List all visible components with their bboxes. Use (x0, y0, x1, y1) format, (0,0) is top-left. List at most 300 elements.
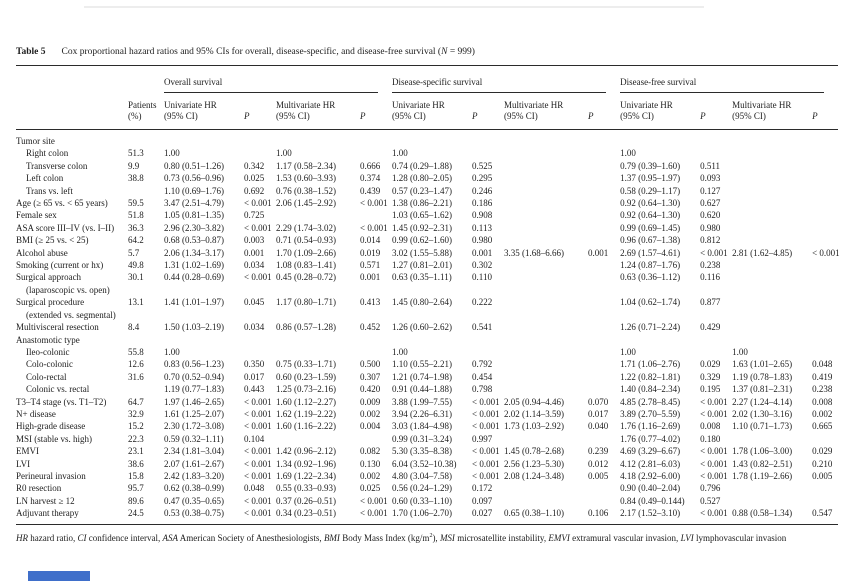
group-disease-specific-survival: Disease-specific survival (392, 66, 620, 94)
p-value-cell: 0.239 (588, 446, 609, 457)
row-label: Transverse colon (26, 160, 88, 171)
hr-ci-cell: 0.83 (0.56–1.23) (164, 359, 224, 370)
p-value-cell: < 0.001 (360, 198, 388, 209)
patients-cell: 12.6 (128, 359, 144, 370)
table-row (16, 321, 838, 333)
p-value-cell: 0.113 (472, 222, 492, 233)
p-value-cell: 0.454 (472, 371, 493, 382)
p-value-cell: 0.001 (472, 247, 493, 258)
hr-ci-cell: 1.45 (0.92–2.31) (392, 222, 453, 233)
section-label: Anastomotic type (16, 334, 80, 345)
row-sublabel: (laparoscopic vs. open) (26, 284, 110, 295)
p-value-cell (812, 296, 838, 321)
hr-ci-cell: 4.85 (2.78–8.45) (620, 396, 681, 407)
patients-cell: 38.8 (128, 173, 144, 184)
hr-ci-cell: 1.41 (1.01–1.97) (164, 297, 224, 308)
hr-ci-cell (732, 185, 812, 197)
hr-ci-cell: 0.99 (0.62–1.60) (392, 235, 453, 246)
hr-ci-cell: 1.63 (1.01–2.65) (732, 359, 793, 370)
table-row (16, 209, 838, 221)
hr-ci-cell: 0.92 (0.64–1.30) (620, 198, 681, 209)
hr-ci-cell: 4.80 (3.04–7.58) (392, 470, 453, 481)
hr-ci-cell: 0.74 (0.29–1.88) (392, 160, 453, 171)
p-value-cell: 0.025 (360, 483, 381, 494)
hr-ci-cell: 1.00 (164, 148, 180, 159)
hr-ci-cell: 1.78 (1.19–2.66) (732, 470, 793, 481)
patients-cell (128, 383, 164, 395)
hr-ci-cell (504, 209, 588, 221)
row-label: Colo-colonic (26, 359, 73, 370)
hr-ci-cell (732, 334, 812, 346)
p-value-cell: 0.008 (812, 396, 833, 407)
hr-ci-cell (620, 334, 700, 346)
p-value-cell: < 0.001 (700, 470, 728, 481)
hr-ci-cell: 3.35 (1.68–6.66) (504, 247, 565, 258)
hr-ci-cell: 1.00 (620, 346, 636, 357)
p-value-cell (700, 346, 732, 358)
p-value-cell (588, 147, 620, 159)
p-value-cell: 0.692 (244, 185, 265, 196)
p-value-cell (472, 130, 504, 148)
p-value-cell: 0.665 (812, 421, 833, 432)
p-value-cell: < 0.001 (244, 421, 272, 432)
patients-cell: 51.3 (128, 148, 144, 159)
row-label: Trans vs. left (26, 185, 73, 196)
group-disease-free-survival: Disease-free survival (620, 66, 838, 94)
p-value-cell (588, 197, 620, 209)
hr-ci-cell: 1.43 (0.82–2.51) (732, 458, 793, 469)
hr-ci-cell (504, 130, 588, 148)
hr-ci-cell: 0.59 (0.32–1.11) (164, 433, 224, 444)
dfs-univariate-p-header: P (700, 93, 732, 130)
p-value-cell: 0.001 (244, 247, 265, 258)
row-label: BMI (≥ 25 vs. < 25) (16, 235, 89, 246)
hr-ci-cell (732, 271, 812, 296)
p-value-cell: 0.014 (360, 235, 381, 246)
row-label: N+ disease (16, 408, 56, 419)
hr-ci-cell: 0.99 (0.31–3.24) (392, 433, 453, 444)
hr-ci-cell: 1.76 (1.16–2.69) (620, 421, 681, 432)
row-label: T3–T4 stage (vs. T1–T2) (16, 396, 107, 407)
hr-ci-cell (504, 172, 588, 184)
p-value-cell: < 0.001 (244, 198, 272, 209)
row-label: Surgical procedure (extended vs. segmental) (16, 296, 128, 321)
hr-ci-cell: 0.86 (0.57–1.28) (276, 322, 336, 333)
patients-cell: 9.9 (128, 160, 140, 171)
patients-cell (128, 130, 164, 148)
p-value-cell: 0.374 (360, 173, 381, 184)
p-value-cell: 0.798 (472, 384, 493, 395)
section-row (16, 130, 838, 148)
patients-cell: 13.1 (128, 297, 144, 308)
p-value-cell: < 0.001 (472, 421, 500, 432)
p-value-cell: < 0.001 (244, 396, 272, 407)
patients-cell: 5.7 (128, 247, 140, 258)
table-row (16, 482, 838, 494)
p-value-cell: 0.017 (244, 371, 265, 382)
p-value-cell: 0.547 (812, 508, 833, 519)
dfs-multivariate-header: Multivariate HR (95% CI) (732, 93, 812, 130)
footnote: HR hazard ratio, CI confidence interval, ASA American Society of Anesthesiologists, BMI Body Mass Index $(kg/m^2)$, MSI microsatellite instability, EMVI extramural vascular invasion, LVI lymphovascular invasion (16, 532, 787, 543)
table-title (16, 46, 844, 58)
p-value-cell: < 0.001 (244, 508, 272, 519)
hr-ci-cell (504, 234, 588, 246)
p-value-cell (588, 172, 620, 184)
table-row (16, 197, 838, 209)
hr-ci-cell: 0.58 (0.29–1.17) (620, 185, 681, 196)
hr-ci-cell: 1.10 (0.71–1.73) (732, 421, 793, 432)
p-value-cell (472, 346, 504, 358)
p-value-cell (360, 209, 392, 221)
hr-ci-cell: 0.63 (0.35–1.11) (392, 272, 452, 283)
p-value-cell: < 0.001 (472, 408, 500, 419)
hr-ci-cell: 2.05 (0.94–4.46) (504, 396, 565, 407)
hr-ci-cell (732, 130, 812, 148)
p-value-cell: 0.001 (588, 247, 609, 258)
hr-ci-cell: 3.94 (2.26–6.31) (392, 408, 453, 419)
p-value-cell (472, 147, 504, 159)
hr-ci-cell: 4.12 (2.81–6.03) (620, 458, 681, 469)
hr-ci-cell (732, 433, 812, 445)
p-value-cell (360, 433, 392, 445)
row-label: Ileo-colonic (26, 346, 70, 357)
table-row (16, 147, 838, 159)
p-value-cell: 0.017 (588, 408, 609, 419)
p-value-cell (700, 130, 732, 148)
hr-ci-cell (504, 371, 588, 383)
hr-ci-cell: 0.92 (0.64–1.30) (620, 210, 681, 221)
p-value-cell (812, 433, 838, 445)
hr-ci-cell (392, 334, 472, 346)
hr-ci-cell: 1.34 (0.92–1.96) (276, 458, 336, 469)
p-value-cell: 0.420 (360, 384, 381, 395)
hr-ci-cell: 2.69 (1.57–4.61) (620, 247, 681, 258)
hr-ci-cell: 0.57 (0.23–1.47) (392, 185, 453, 196)
p-value-cell (588, 482, 620, 494)
p-value-cell: 0.003 (244, 235, 265, 246)
p-value-cell: 0.029 (812, 446, 833, 457)
p-value-cell: 0.527 (700, 495, 721, 506)
row-label: Female sex (16, 210, 57, 221)
hr-ci-cell: 1.62 (1.19–2.22) (276, 408, 336, 419)
p-value-cell: < 0.001 (472, 470, 500, 481)
p-value-cell: 0.350 (244, 359, 265, 370)
p-value-cell (812, 185, 838, 197)
p-value-cell (812, 346, 838, 358)
p-value-cell (812, 271, 838, 296)
p-value-cell (812, 172, 838, 184)
row-label: Perineural invasion (16, 470, 86, 481)
p-value-cell: 0.246 (472, 185, 493, 196)
p-value-cell: < 0.001 (244, 272, 272, 283)
p-value-cell: 0.008 (700, 421, 721, 432)
row-label: MSI (stable vs. high) (16, 433, 92, 444)
hr-ci-cell: 4.69 (3.29–6.67) (620, 446, 681, 457)
hr-ci-cell (504, 160, 588, 172)
hr-ci-cell: 1.00 (392, 346, 408, 357)
hr-ci-cell: 1.60 (1.12–2.27) (276, 396, 336, 407)
p-value-cell: 0.452 (360, 322, 381, 333)
p-value-cell: 0.127 (700, 185, 721, 196)
p-value-cell (812, 259, 838, 271)
hr-ci-cell: 1.25 (0.73–2.16) (276, 384, 336, 395)
p-value-cell: 0.005 (588, 470, 609, 481)
table-body (16, 130, 838, 525)
hr-ci-cell: 1.00 (732, 346, 748, 357)
p-value-cell: 0.429 (700, 322, 721, 333)
hr-ci-cell: 0.75 (0.33–1.71) (276, 359, 336, 370)
patients-cell: 89.6 (128, 495, 144, 506)
p-value-cell: 0.116 (700, 272, 720, 283)
hr-ci-cell (504, 346, 588, 358)
hr-ci-cell: 0.34 (0.23–0.51) (276, 508, 336, 519)
patients-cell: 8.4 (128, 322, 140, 333)
p-value-cell: 0.620 (700, 210, 721, 221)
p-value-cell: 0.812 (700, 235, 721, 246)
hr-ci-cell: 2.02 (1.14–3.59) (504, 408, 565, 419)
p-value-cell: < 0.001 (360, 222, 388, 233)
p-value-cell (588, 160, 620, 172)
hr-ci-cell (732, 321, 812, 333)
hr-ci-cell (504, 433, 588, 445)
p-value-cell (812, 234, 838, 246)
row-label: Right colon (26, 148, 69, 159)
os-multivariate-p-header: P (360, 93, 392, 130)
hr-ci-cell: 0.70 (0.52–0.94) (164, 371, 224, 382)
hr-ci-cell: 1.27 (0.81–2.01) (392, 260, 453, 271)
p-value-cell: 0.195 (700, 384, 721, 395)
p-value-cell: 0.796 (700, 483, 721, 494)
p-value-cell: 0.048 (244, 483, 265, 494)
p-value-cell: 0.040 (588, 421, 609, 432)
hr-ci-cell: 0.37 (0.26–0.51) (276, 495, 336, 506)
p-value-cell: 0.980 (700, 222, 721, 233)
hr-ci-cell: 0.65 (0.38–1.10) (504, 508, 565, 519)
p-value-cell: 0.980 (472, 235, 493, 246)
patients-cell: 15.2 (128, 421, 144, 432)
table-caption: Cox proportional hazard ratios and 95% CIs for overall, disease-specific, and disease-free survival ( (61, 47, 442, 57)
dfs-univariate-header: Univariate HR (95% CI) (620, 93, 700, 130)
p-value-cell: 0.238 (812, 384, 833, 395)
p-value-cell: < 0.001 (244, 470, 272, 481)
empty-corner-cell (16, 66, 164, 94)
hr-ci-cell: 1.21 (0.74–1.98) (392, 371, 453, 382)
p-value-cell: 0.110 (472, 272, 492, 283)
hr-ci-cell (276, 346, 360, 358)
table-row (16, 408, 838, 420)
hr-ci-cell: 0.96 (0.67–1.38) (620, 235, 681, 246)
hr-ci-cell (164, 130, 244, 148)
paper-page (16, 46, 844, 544)
hr-ci-cell: 0.84 (0.49–0.144) (620, 495, 685, 506)
hr-ci-cell: 1.00 (164, 346, 180, 357)
p-value-cell: 0.627 (700, 198, 721, 209)
patients-cell: 51.8 (128, 210, 144, 221)
hr-ci-cell: 1.10 (0.69–1.76) (164, 185, 224, 196)
row-label: Left colon (26, 173, 64, 184)
p-value-cell: 0.002 (360, 470, 381, 481)
hr-ci-cell: 2.27 (1.24–4.14) (732, 396, 793, 407)
os-univariate-header: Univariate HR (95% CI) (164, 93, 244, 130)
hr-ci-cell (732, 160, 812, 172)
p-value-cell (360, 147, 392, 159)
p-value-cell (588, 433, 620, 445)
p-value-cell: 0.106 (588, 508, 609, 519)
p-value-cell: 0.222 (472, 297, 493, 308)
p-value-cell (472, 334, 504, 346)
p-value-cell: 0.012 (588, 458, 609, 469)
hr-ci-cell (732, 147, 812, 159)
table-row (16, 458, 838, 470)
patients-cell: 30.1 (128, 272, 144, 283)
patients-cell: 23.1 (128, 446, 144, 457)
hr-ci-cell: 0.45 (0.28–0.72) (276, 272, 336, 283)
hr-ci-cell (732, 296, 812, 321)
p-value-cell (588, 383, 620, 395)
table-row (16, 470, 838, 482)
hr-ci-cell: 1.71 (1.06–2.76) (620, 359, 681, 370)
hr-ci-cell (276, 209, 360, 221)
table-row (16, 433, 838, 445)
p-value-cell: 0.180 (700, 433, 721, 444)
hr-ci-cell: 0.68 (0.53–0.87) (164, 235, 224, 246)
p-value-cell: < 0.001 (700, 446, 728, 457)
p-value-cell (588, 296, 620, 321)
p-value-cell (812, 321, 838, 333)
hr-ci-cell: 0.47 (0.35–0.65) (164, 495, 224, 506)
hr-ci-cell: 2.29 (1.74–3.02) (276, 222, 336, 233)
table-row (16, 296, 838, 321)
hr-ci-cell: 1.50 (1.03–2.19) (164, 322, 224, 333)
hr-ci-cell: 0.53 (0.38–0.75) (164, 508, 224, 519)
hr-ci-cell: 2.30 (1.72–3.08) (164, 421, 224, 432)
hr-ci-cell (504, 197, 588, 209)
group-header-row (16, 66, 838, 94)
p-value-cell: < 0.001 (244, 222, 272, 233)
hr-ci-cell: 3.03 (1.84–4.98) (392, 421, 453, 432)
hr-ci-cell: 1.61 (1.25–2.07) (164, 408, 224, 419)
p-value-cell: 0.070 (588, 396, 609, 407)
patients-cell: 36.3 (128, 222, 144, 233)
hr-ci-cell (732, 234, 812, 246)
variable-column-header (16, 93, 128, 130)
p-value-cell: 0.019 (360, 247, 381, 258)
hr-ci-cell: 1.42 (0.96–2.12) (276, 446, 336, 457)
p-value-cell (588, 234, 620, 246)
hr-ci-cell: 1.40 (0.84–2.34) (620, 384, 681, 395)
p-value-cell: < 0.001 (472, 396, 500, 407)
hr-ci-cell: 0.91 (0.44–1.88) (392, 384, 453, 395)
hr-ci-cell: 2.96 (2.30–3.82) (164, 222, 224, 233)
p-value-cell: 0.025 (244, 173, 265, 184)
table-row (16, 420, 838, 432)
table-row (16, 383, 838, 395)
p-value-cell: < 0.001 (700, 247, 728, 258)
p-value-cell: 0.443 (244, 384, 265, 395)
p-value-cell (588, 130, 620, 148)
p-value-cell (812, 482, 838, 494)
p-value-cell: 0.097 (472, 495, 493, 506)
patients-cell: 64.2 (128, 235, 144, 246)
hr-ci-cell (392, 130, 472, 148)
hr-ci-cell: 1.45 (0.78–2.68) (504, 446, 565, 457)
p-value-cell: < 0.001 (700, 408, 728, 419)
table-row (16, 358, 838, 370)
patients-cell: 15.8 (128, 470, 144, 481)
p-value-cell: 0.186 (472, 198, 493, 209)
row-label: EMVI (16, 446, 39, 457)
hr-ci-cell: 1.78 (1.06–3.00) (732, 446, 793, 457)
hr-ci-cell: 2.02 (1.30–3.16) (732, 408, 793, 419)
hr-ci-cell (732, 209, 812, 221)
p-value-cell: 0.002 (360, 408, 381, 419)
hr-ci-cell (504, 222, 588, 234)
patients-cell: 49.8 (128, 260, 144, 271)
p-value-cell: 0.666 (360, 160, 381, 171)
hr-ci-cell: 0.55 (0.33–0.93) (276, 483, 336, 494)
p-value-cell: 0.001 (360, 272, 381, 283)
group-overall-survival: Overall survival (164, 66, 392, 94)
os-univariate-p-header: P (244, 93, 276, 130)
row-label: Age (≥ 65 vs. < 65 years) (16, 198, 108, 209)
table-row (16, 185, 838, 197)
hr-ci-cell: 1.19 (0.78–1.83) (732, 371, 793, 382)
hr-ci-cell: 1.70 (1.06–2.70) (392, 508, 453, 519)
hr-ci-cell: 2.42 (1.83–3.20) (164, 470, 224, 481)
row-label: ASA score III–IV (vs. I–II) (16, 222, 115, 233)
hr-ci-cell: 1.17 (0.58–2.34) (276, 160, 336, 171)
row-label: High-grade disease (16, 421, 86, 432)
row-label: Adjuvant therapy (16, 508, 79, 519)
table-number: Table 5 (16, 47, 46, 57)
p-value-cell (244, 346, 276, 358)
table-row (16, 271, 838, 296)
hr-ci-cell: 2.07 (1.61–2.67) (164, 458, 224, 469)
hr-ci-cell: 2.81 (1.62–4.85) (732, 247, 793, 258)
row-label: Colo-rectal (26, 371, 67, 382)
hr-ci-cell: 0.90 (0.40–2.04) (620, 483, 681, 494)
hr-ci-cell: 2.56 (1.23–5.30) (504, 458, 565, 469)
table-row (16, 445, 838, 457)
hr-ci-cell: 2.34 (1.81–3.04) (164, 446, 224, 457)
p-value-cell (812, 495, 838, 507)
hr-ci-cell (504, 334, 588, 346)
hr-ci-cell: 4.18 (2.92–6.00) (620, 470, 681, 481)
table-row (16, 507, 838, 524)
p-value-cell (812, 197, 838, 209)
hr-ci-cell (732, 259, 812, 271)
p-value-cell (812, 222, 838, 234)
p-value-cell: 0.500 (360, 359, 381, 370)
hr-ci-cell: 1.60 (1.16–2.22) (276, 421, 336, 432)
hr-ci-cell: 1.08 (0.83–1.41) (276, 260, 336, 271)
hr-ci-cell (620, 130, 700, 148)
p-value-cell (588, 346, 620, 358)
hr-ci-cell: 3.89 (2.70–5.59) (620, 408, 681, 419)
hr-ci-cell (732, 495, 812, 507)
cox-hazard-table (16, 65, 838, 525)
p-value-cell: < 0.001 (472, 446, 500, 457)
p-value-cell (588, 358, 620, 370)
p-value-cell: < 0.001 (700, 508, 728, 519)
hr-ci-cell: 1.76 (0.77–4.02) (620, 433, 681, 444)
row-label: Multivisceral resection (16, 322, 99, 333)
patients-cell: 55.8 (128, 346, 144, 357)
hr-ci-cell: 0.73 (0.56–0.96) (164, 173, 224, 184)
hr-ci-cell: 1.70 (1.09–2.66) (276, 247, 336, 258)
hr-ci-cell: 0.88 (0.58–1.34) (732, 508, 793, 519)
row-label: LN harvest ≥ 12 (16, 495, 75, 506)
